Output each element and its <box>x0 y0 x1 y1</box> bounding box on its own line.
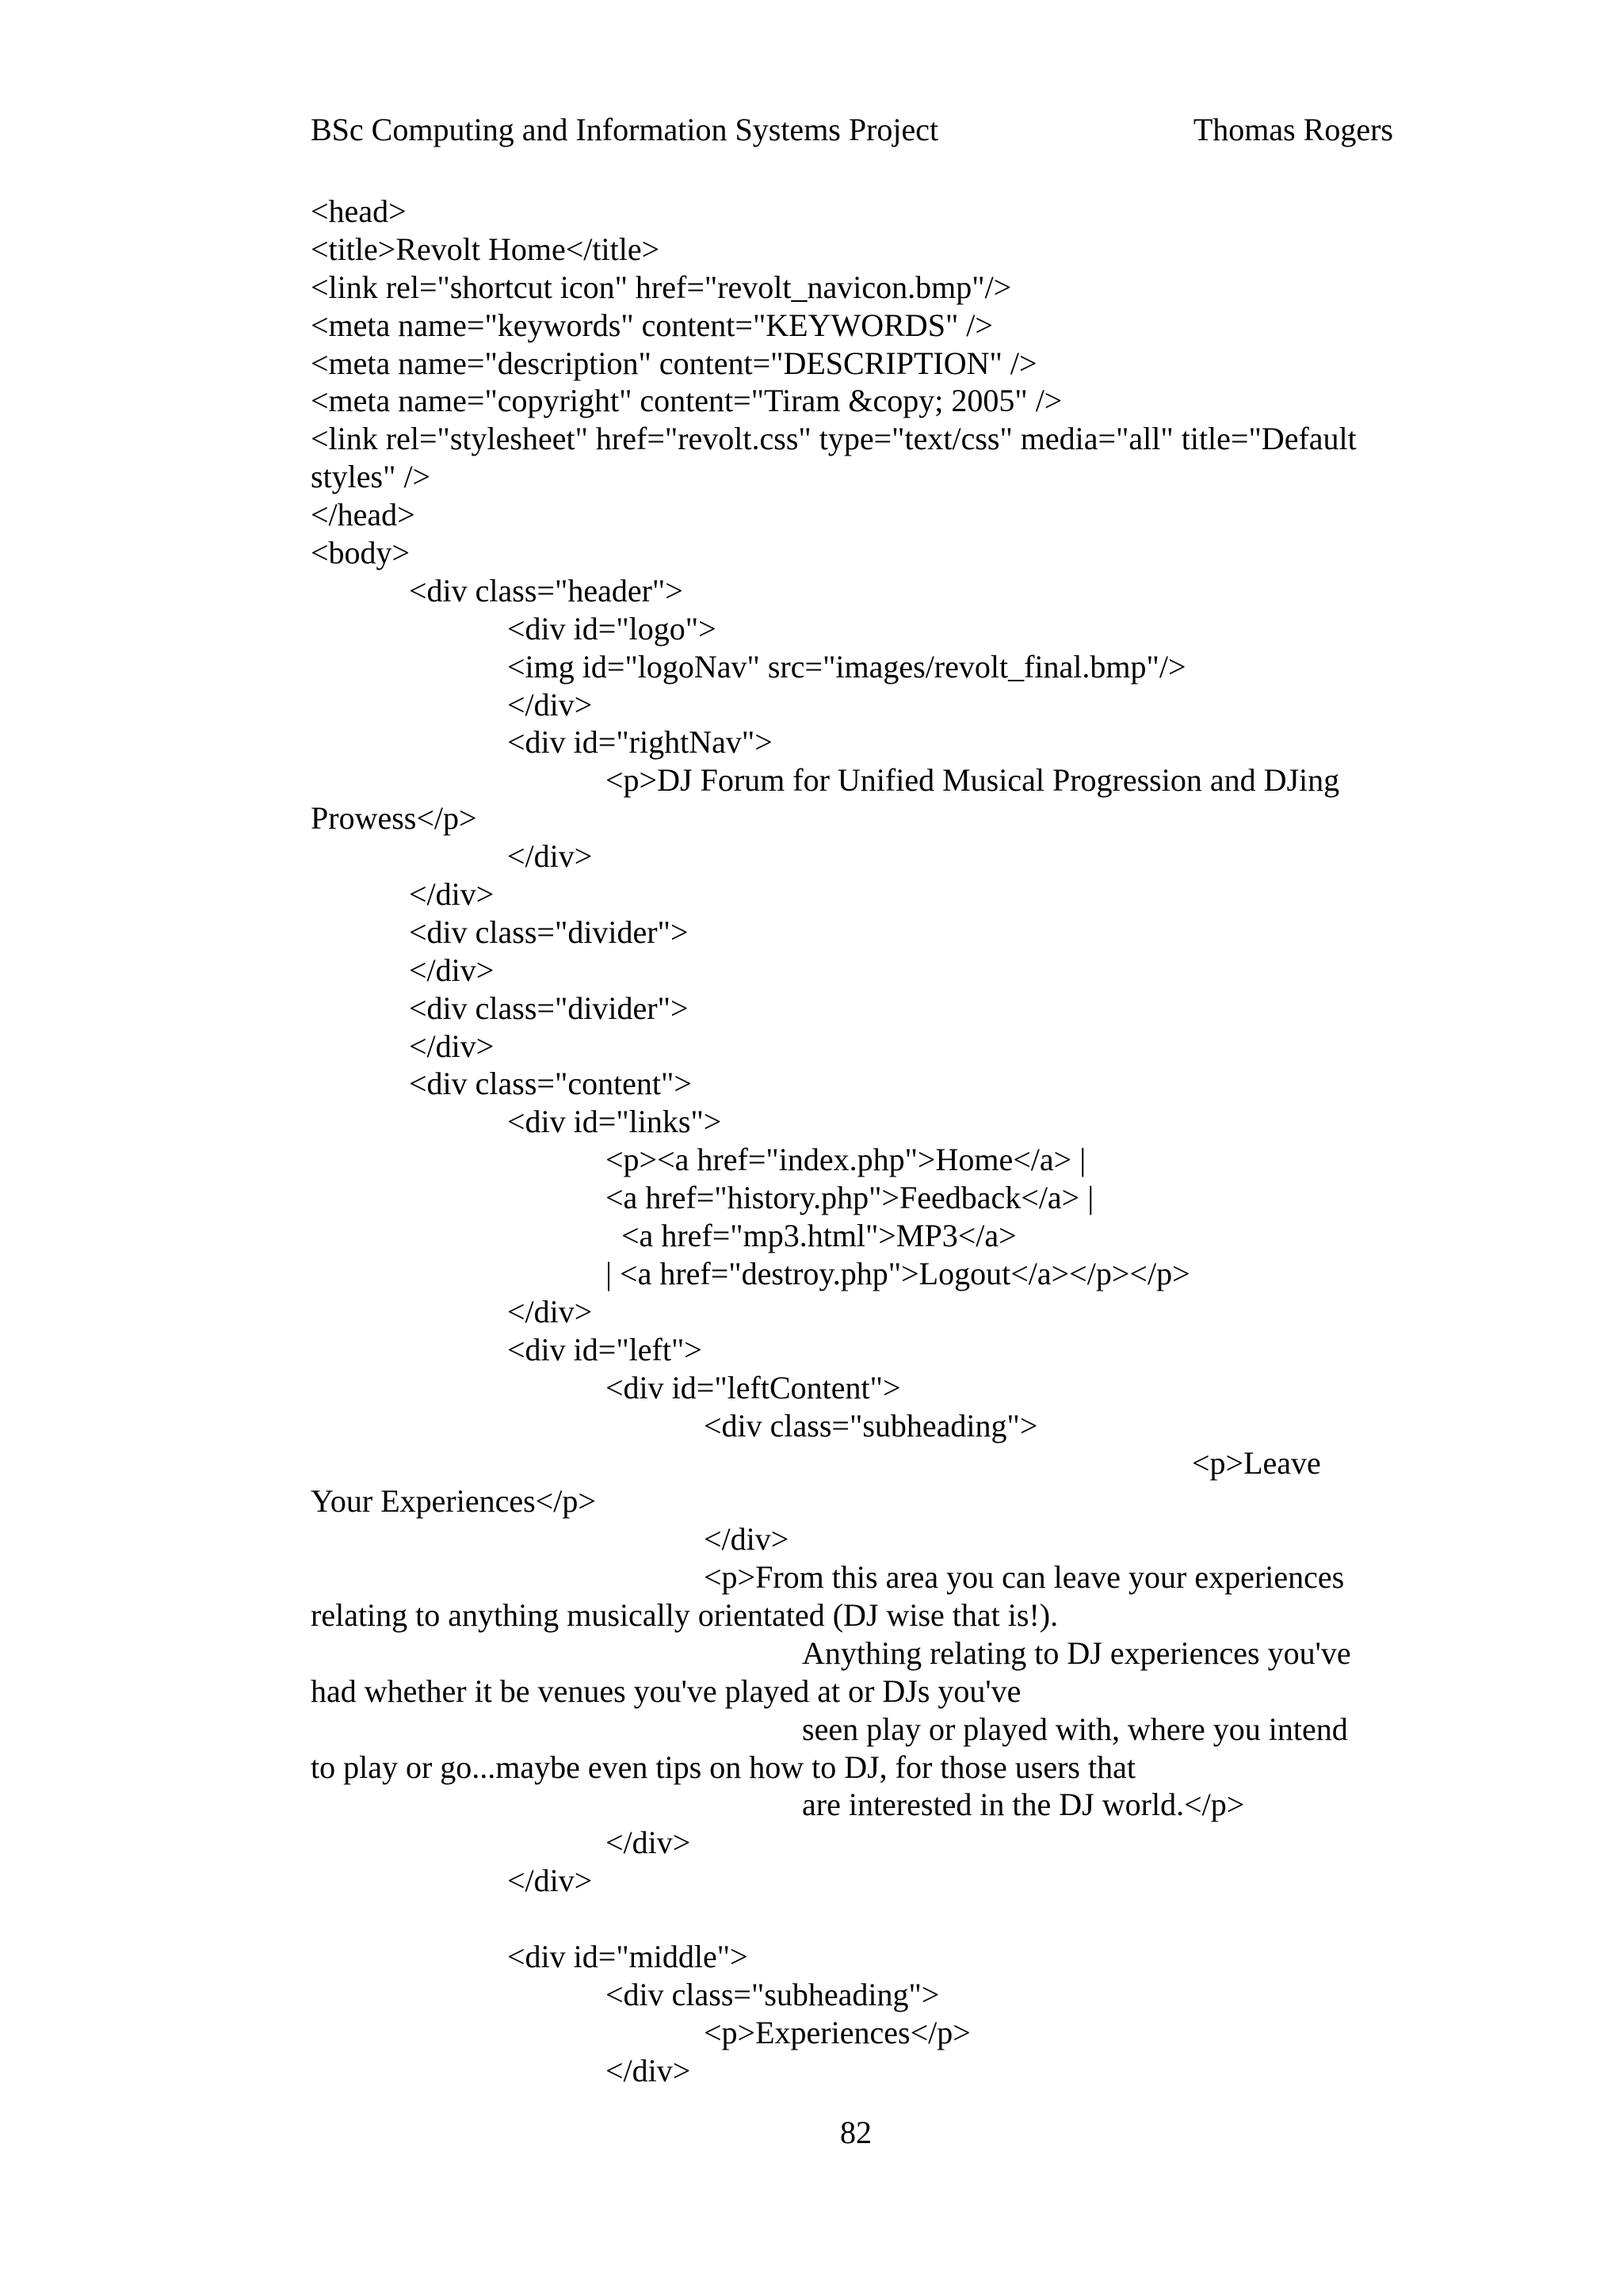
code-line: <div class="content"> <box>409 1066 692 1102</box>
running-header-author: Thomas Rogers <box>1193 112 1393 147</box>
code-line: had whether it be venues you've played at or DJs you've <box>311 1672 1022 1709</box>
code-line: <div id="middle"> <box>507 1938 748 1974</box>
code-line: relating to anything musically orientated (DJ wise that is!). <box>311 1596 1059 1633</box>
code-line: </div> <box>409 876 495 913</box>
code-line: <div id="links"> <box>507 1104 722 1140</box>
code-line: <head> <box>311 193 407 229</box>
code-listing <box>311 193 1420 2090</box>
code-line: <p>From this area you can leave your experiences <box>704 1559 1345 1596</box>
code-line: <a href="mp3.html">MP3</a> <box>621 1218 1017 1254</box>
code-line: <div id="logo"> <box>507 610 716 646</box>
code-line: <body> <box>311 535 411 571</box>
code-line: <meta name="keywords" content="KEYWORDS" /> <box>311 307 993 343</box>
code-line: <img id="logoNav" src="images/revolt_final.bmp"/> <box>507 648 1186 685</box>
code-line: <div class="divider"> <box>409 990 689 1026</box>
code-line: <div class="divider"> <box>409 913 689 950</box>
code-line: <p>DJ Forum for Unified Musical Progression and DJing <box>605 762 1340 799</box>
code-line: <a href="history.php">Feedback</a> | <box>605 1180 1094 1216</box>
code-line: <meta name="description" content="DESCRIPTION" /> <box>311 345 1037 381</box>
running-header-title: BSc Computing and Information Systems Project <box>311 112 939 147</box>
code-line: </div> <box>409 1028 495 1064</box>
code-line: <p>Experiences</p> <box>704 2014 971 2050</box>
code-line: <div class="subheading"> <box>704 1407 1038 1444</box>
code-line: </div> <box>605 2052 691 2088</box>
code-line: <meta name="copyright" content="Tiram &copy; 2005" /> <box>311 383 1063 419</box>
code-line: | <a href="destroy.php">Logout</a></p></p> <box>605 1255 1190 1291</box>
code-line: are interested in the DJ world.</p> <box>802 1787 1245 1823</box>
code-line: <div id="left"> <box>507 1331 702 1367</box>
code-line: Prowess</p> <box>311 800 477 837</box>
code-line: </div> <box>704 1521 789 1558</box>
page-number: 82 <box>840 2115 872 2150</box>
code-line: Your Experiences</p> <box>311 1483 596 1520</box>
code-line: <div class="subheading"> <box>605 1976 940 2012</box>
code-line: seen play or played with, where you intend <box>802 1711 1348 1747</box>
code-line: </div> <box>507 686 593 723</box>
code-line: <div id="leftContent"> <box>605 1369 901 1405</box>
code-line: Anything relating to DJ experiences you've <box>802 1634 1351 1671</box>
code-line: <link rel="stylesheet" href="revolt.css" type="text/css" media="all" title="Default <box>311 421 1357 457</box>
code-line: </head> <box>311 497 415 533</box>
code-line <box>311 1900 1420 1938</box>
code-line: <p>Leave <box>1192 1445 1321 1482</box>
code-line: </div> <box>605 1825 691 1861</box>
code-line: </div> <box>507 1293 593 1329</box>
code-line: <div id="rightNav"> <box>507 724 773 761</box>
code-line: to play or go...maybe even tips on how to DJ, for those users that <box>311 1749 1136 1785</box>
code-line: styles" /> <box>311 459 431 495</box>
code-line: <title>Revolt Home</title> <box>311 231 660 267</box>
code-line: <p><a href="index.php">Home</a> | <box>605 1142 1086 1178</box>
code-line: </div> <box>409 952 495 988</box>
code-line: </div> <box>507 1863 593 1899</box>
code-line: <link rel="shortcut icon" href="revolt_navicon.bmp"/> <box>311 269 1012 305</box>
code-line: </div> <box>507 838 593 875</box>
code-line: <div class="header"> <box>409 572 683 608</box>
